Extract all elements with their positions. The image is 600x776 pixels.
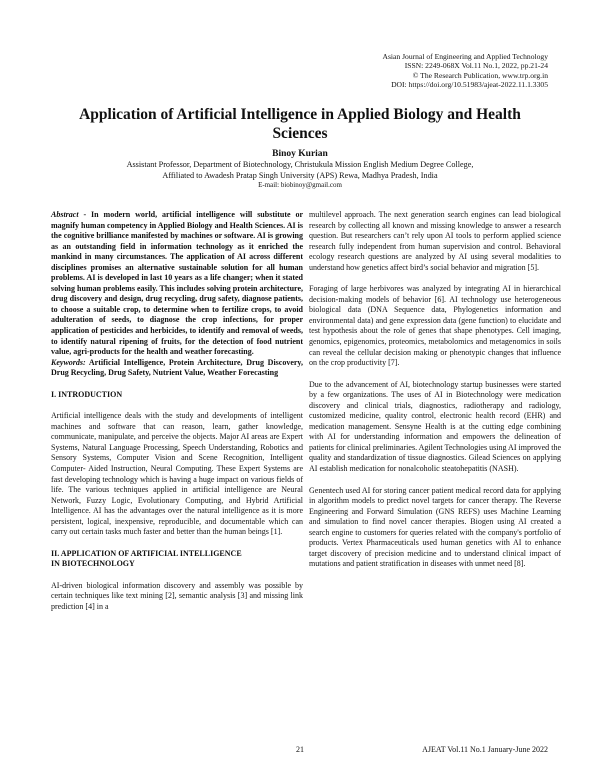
abstract: [51, 210, 303, 358]
application-text: AI-driven biological information discovery and assembly was possible by certain techniques like text mining [2], semantic analysis [3] and missing link prediction [4] in a: [51, 580, 303, 611]
spacer: [309, 475, 561, 486]
right-column: [309, 210, 561, 570]
introduction-heading: I. INTRODUCTION: [51, 389, 123, 399]
journal-doi[interactable]: DOI: https://doi.org/10.51983/ajeat-2022.11.1.3305: [391, 79, 548, 89]
journal-publisher: © The Research Publication, www.trp.org.in: [412, 70, 548, 80]
paper-title: Application of Artificial Intelligence in Applied Biology and Health Sciences: [79, 106, 521, 142]
introduction-text: Artificial intelligence deals with the study and developments of intelligent machines and software that can reason, learn, gather knowledge, communicate, manipulate, and perceive the objects. Major AI areas are Expert Systems, Natural Language Processing, Speech Understanding, Robotics and Sensory Systems, Computer Vision and Scene Recognition, Intelligent Computer- Aided Instruction, Neural Computing. These Expert Systems are fast developing technology which is having a huge impact on various fields of life. The various techniques applied in artificial intelligence are Neural Network, Fuzzy Logic, Evolutionary Computing, and Hybrid Artificial Intelligence. AI has the advantages over the natural intelligence as it is more persistent, logical, inexpensive, reproducible, and documentable which can carry out certain tasks much faster and better than the human beings [1].: [51, 411, 303, 537]
spacer: [51, 400, 303, 411]
journal-header: [288, 52, 548, 89]
author-block: [0, 148, 600, 190]
keywords-text: Artificial Intelligence, Protein Architecture, Drug Discovery, Drug Recycling, Drug Safety, Nutrient Value, Weather Forecasting: [51, 357, 303, 378]
journal-name: Asian Journal of Engineering and Applied Technology: [382, 52, 548, 61]
author-email[interactable]: E-mail: biobinoy@gmail.com: [258, 181, 342, 190]
paragraph-4: Genentech used AI for storing cancer patient medical record data for applying in algorithm models to predict novel targets for cancer therapy. The Reverse Engineering and Forward Simulation (GNS REFS) uses Machine Learning and simulation to find novel cancer therapies. Biogen using AI created a search engine to customers for queries related with the company's portfolio of products. Vertex Pharmaceuticals used human genetics with AI to enhance target discovery of precision medicine and to understand clinical impact of mutations and patient stratification in diseases with unmet need [8].: [309, 485, 561, 569]
page-number: 21: [296, 745, 304, 754]
keywords-label: Keywords:: [51, 357, 86, 367]
keywords: [51, 358, 303, 379]
left-column: [51, 210, 303, 612]
paragraph-3: Due to the advancement of AI, biotechnology startup businesses were started by a few organizations. The uses of AI in Biotechnology were medication discovery and clinical trials, diagnostics, radiotherapy and radiology, customized medicine, quality control, electronic health record (EHR) and medication management. Sensyne Health is at the cutting edge combining with AI for understanding information and empowers the delineation of patients for clinical preliminaries. Agilent Technologies using AI improved the quality and standardization of tissue diagnostics. Gilead Sciences on applying AI establish medication for nonalcoholic steatohepatitis (NASH).: [309, 379, 561, 474]
spacer: [309, 273, 561, 284]
author-affiliation-line-1: Assistant Professor, Department of Biotechnology, Christukula Mission English Medium Degree College,: [126, 160, 474, 169]
spacer: [309, 369, 561, 380]
abstract-text: - In modern world, artificial intelligence will substitute or magnify human competency in Applied Biology and Health Sciences. AI is the cognitive brilliance manifested by machines or software. AI is growing as an outstanding field in information technology as it enriched the mankind in many circumstances. The application of AI across different disciplines promises an alternative sustainable solution for all human problems. AI is developed in last 10 years as a life changer; when it stated solving human problems easily. This includes solving protein architecture, drug discovery and design, drug recycling, drug safety, diagnose patients, to choose a suitable crop, to determine when to fertilize crops, to avoid adulteration of seeds, to diagnose the crop infections, for proper application of pesticides and herbicides, to identify and removal of weeds, to identify natural ripening of fruits, for the detection of food nutrient value, agri-products for the health and weather forecasting.: [51, 210, 303, 357]
author-name: Binoy Kurian: [272, 149, 328, 159]
footer-journal-issue: AJEAT Vol.11 No.1 January-June 2022: [422, 745, 548, 754]
paragraph-2: Foraging of large herbivores was analyzed by integrating AI in hierarchical decision-making models of behavior [6]. AI technology use heterogeneous biological data (DNA Sequence data, Phylogenetics information and environmental data) and gene expression data (gene function) to elucidate and test hypothesis about the role of genes that shape phenotypes. Cell imaging, genomics, epigenomics, proteomics, metabolomics and metagenomics in soils can reveal the cellular decision making or phenotypic changes that influence on the crop productivity [7].: [309, 284, 561, 368]
spacer: [51, 538, 303, 549]
application-heading-line-1: II. APPLICATION OF ARTIFICIAL INTELLIGENCE: [51, 548, 242, 558]
application-heading-line-2: IN BIOTECHNOLOGY: [51, 559, 135, 569]
abstract-label: Abstract: [51, 210, 79, 219]
spacer: [51, 570, 303, 581]
paragraph-1: multilevel approach. The next generation search engines can lead biological research by collecting all known and missing knowledge to answer a research question. But researchers can’t rely upon AI tools to perform applied science research fully independent from human supervision and control. Behavioral ecology research questions are analyzed by AI using several modalities to understand how genetics affect bird’s social behavior and migration [5].: [309, 210, 561, 272]
journal-issn: ISSN: 2249-068X Vol.11 No.1, 2022, pp.21-24: [404, 61, 548, 71]
author-affiliation-line-2: Affiliated to Awadesh Pratap Singh University (APS) Rewa, Madhya Pradesh, India: [162, 170, 438, 180]
spacer: [51, 379, 303, 390]
